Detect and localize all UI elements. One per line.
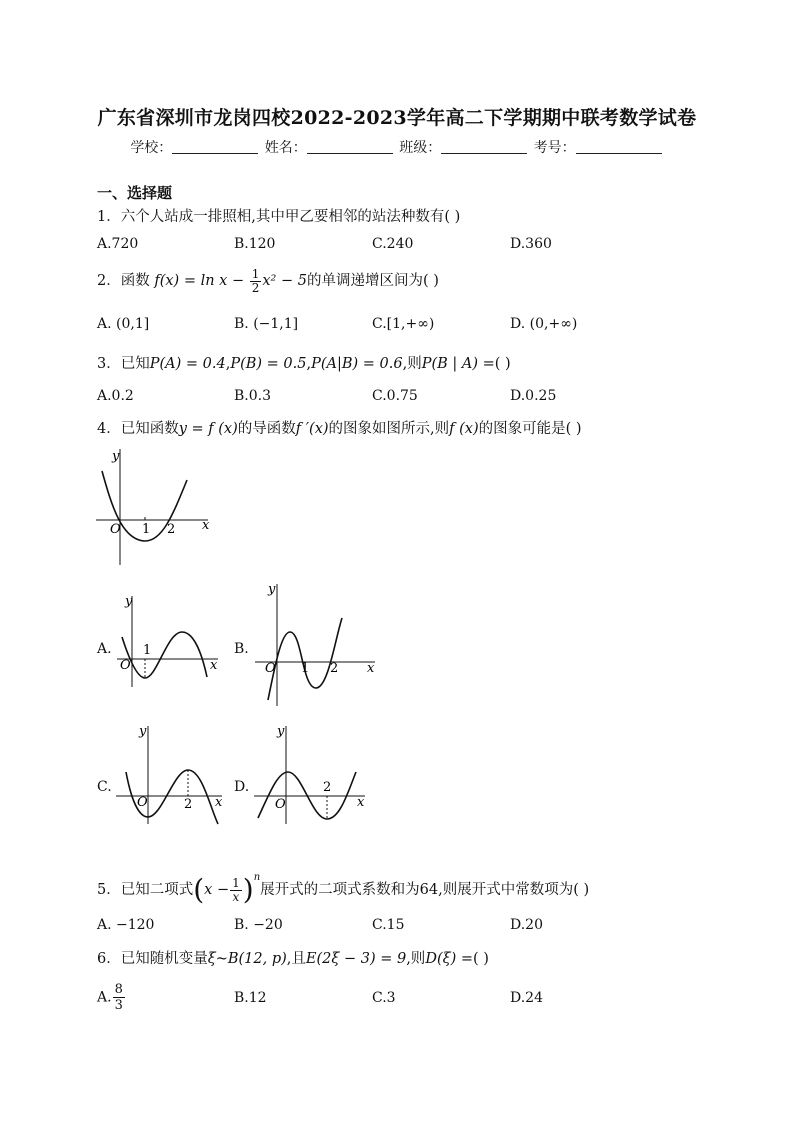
q3-option-b: B.0.3 (234, 388, 272, 404)
q1-option-c: C.240 (372, 236, 414, 252)
q5-option-d: D.20 (510, 917, 543, 933)
school-blank[interactable] (172, 140, 258, 154)
svg-text:y: y (125, 594, 133, 609)
svg-text:y: y (277, 724, 285, 739)
svg-text:y: y (139, 724, 147, 739)
q4-option-b-graph (250, 580, 380, 710)
q6-option-d: D.24 (510, 990, 543, 1006)
q6-option-c: C.3 (372, 990, 396, 1006)
q6-option-b: B.12 (234, 990, 267, 1006)
q4-option-d-graph (250, 722, 370, 827)
svg-text:y: y (268, 582, 276, 597)
y-axis-label: y (112, 449, 120, 464)
svg-text:1: 1 (301, 661, 310, 676)
question-3-stem: 3．已知P(A) = 0.4,P(B) = 0.5,P(A|B) = 0.6,则P(B | A) =( ) (97, 356, 511, 372)
svg-text:x: x (357, 795, 365, 810)
svg-text:2: 2 (323, 780, 332, 795)
x-axis-label: x (202, 518, 210, 533)
svg-text:O: O (120, 658, 131, 673)
svg-text:O: O (275, 797, 286, 812)
name-label: 姓名： (264, 140, 307, 156)
q4-option-a-label: A. (97, 641, 112, 657)
q2-option-d: D. (0,+∞) (510, 316, 578, 332)
q2-option-a: A. (0,1] (97, 316, 150, 332)
q4-option-d-label: D. (234, 779, 250, 795)
q5-option-c: C.15 (372, 917, 405, 933)
svg-text:1: 1 (143, 643, 152, 658)
school-label: 学校： (130, 140, 173, 156)
curve-b (268, 618, 342, 700)
q1-option-b: B.120 (234, 236, 276, 252)
number-blank[interactable] (576, 140, 662, 154)
svg-text:O: O (265, 661, 276, 676)
question-5-stem: 5．已知二项式(x − $\frac{1}{x}$ )$^n$展开式的二项式系数和为64,则展开式中常数项为( ) (97, 872, 590, 906)
student-info-line (0, 137, 794, 157)
question-6-stem: 6．已知随机变量ξ~B(12, p),且E(2ξ − 3) = 9,则D(ξ) =( ) (97, 951, 489, 967)
q3-option-d: D.0.25 (510, 388, 557, 404)
class-label: 班级： (399, 140, 442, 156)
question-1-stem: 1．六个人站成一排照相,其中甲乙要相邻的站法种数有( ) (97, 209, 461, 225)
svg-text:x: x (367, 661, 375, 676)
q2-option-c: C.[1,+∞) (372, 316, 435, 332)
svg-text:2: 2 (184, 797, 193, 812)
svg-text:2: 2 (330, 661, 339, 676)
q2-option-b: B. (−1,1] (234, 316, 299, 332)
name-blank[interactable] (307, 140, 393, 154)
section-heading: 一、选择题 (97, 184, 173, 202)
derivative-graph (90, 445, 220, 570)
q1-option-d: D.360 (510, 236, 552, 252)
q3-option-c: C.0.75 (372, 388, 418, 404)
number-label: 考号： (533, 140, 576, 156)
q3-option-a: A.0.2 (97, 388, 134, 404)
q5-option-b: B. −20 (234, 917, 283, 933)
q4-option-b-label: B. (234, 641, 249, 657)
svg-text:x: x (210, 658, 218, 673)
q2-fraction: $\frac{1}{2}$ (251, 266, 260, 295)
q4-option-c-label: C. (97, 779, 112, 795)
question-4-stem: 4．已知函数y = f (x)的导函数f ′(x)的图象如图所示,则f (x)的图象可能是( ) (97, 421, 582, 437)
curve-a (122, 632, 207, 678)
q4-option-c-graph (112, 722, 227, 827)
class-blank[interactable] (441, 140, 527, 154)
q5-option-a: A. −120 (97, 917, 155, 933)
q5-fraction: $\frac{1}{x}$ (232, 875, 240, 904)
q4-option-a-graph (112, 592, 227, 692)
tick-label-1: 1 (142, 522, 151, 537)
svg-text:x: x (215, 795, 223, 810)
question-2-stem: 2．函数 f(x) = ln x − $\frac{1}{2}$ x² − 5的单调递增区间为( ) (97, 266, 439, 295)
q1-option-a: A.720 (97, 236, 139, 252)
svg-text:O: O (137, 795, 148, 810)
tick-label-2: 2 (167, 522, 176, 537)
exam-title: 广东省深圳市龙岗四校2022-2023学年高二下学期期中联考数学试卷 (97, 107, 697, 129)
origin-label: O (110, 522, 121, 537)
q6-option-a: A. $\frac{8}{3}$ (97, 982, 123, 1013)
